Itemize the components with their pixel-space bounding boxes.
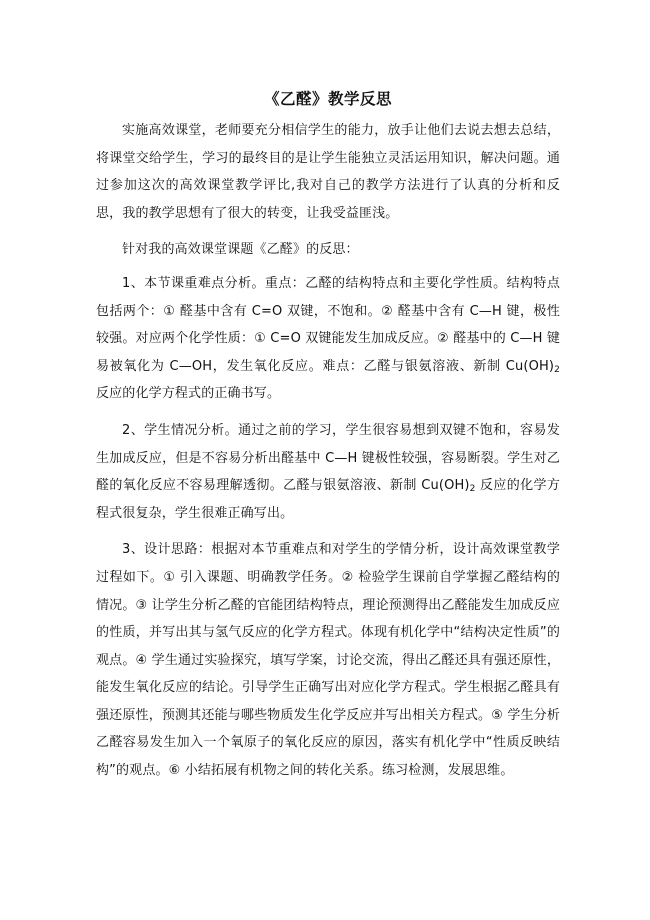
document-body xyxy=(96,88,560,794)
paragraph-intro xyxy=(96,117,560,227)
subscript: 2 xyxy=(554,364,560,375)
subscript: 2 xyxy=(469,484,476,495)
page-title: 《乙醛》教学反思 xyxy=(263,90,392,108)
paragraph-lead xyxy=(96,236,560,264)
paragraph-text: 实施高效课堂，老师要充分相信学生的能力，放手让他们去说去想去总结，将课堂交给学生，学习的最终目的是让学生能独立灵活运用知识，解决问题。通过参加这次的高效课堂教学评比,我对自己的教学方法进行了认真的分析和反思，我的教学思想有了很大的转变，让我受益匪浅。 xyxy=(96,123,560,221)
paragraph-section-2 xyxy=(96,417,560,527)
paragraph-text: 1、本节课重难点分析。重点：乙醛的结构特点和主要化学性质。结构特点包括两个：① 醛基中含有 C=O 双键，不饱和。② 醛基中含有 C—H 键，极性较强。对应两个化学性质：① C=O 双键能发生加成反应。② 醛基中的 C—H 键易被氧化为 C—OH，发生氧化反应。难点：乙醛与银氨溶液、新制 Cu(OH) xyxy=(96,275,560,374)
paragraph-text: 3、设计思路：根据对本节重难点和对学生的学情分析，设计高效课堂教学过程如下。① 引入课题、明确教学任务。② 检验学生课前自学掌握乙醛结构的情况。③ 让学生分析乙醛的官能团结构特点，理论预测得出乙醛能发生加成反应的性质，并写出其与氢气反应的化学方程式。体现有机化学中“结构决定性质”的观点。④ 学生通过实验探究，填写学案，讨论交流，得出乙醛还具有强还原性，能发生氧化反应的结论。引导学生正确写出对应化学方程式。学生根据乙醛具有强还原性，预测其还能与哪些物质发生化学反应并写出相关方程式。⑤ 学生分析乙醛容易发生加入一个氧原子的氧化反应的原因，落实有机化学中“性质反映结构”的观点。⑥ 小结拓展有机物之间的转化关系。练习检测，发展思维。 xyxy=(96,542,560,779)
paragraph-text: 反应的化学方程式的正确书写。 xyxy=(96,386,281,402)
paragraph-text: 2、学生情况分析。通过之前的学习，学生很容易想到双键不饱和，容易发生加成反应，但是不容易分析出醛基中 C—H 键极性较强，容易断裂。学生对乙醛的氧化反应不容易理解透彻。乙醛与银氨溶液、新制 Cu(OH) xyxy=(96,422,560,494)
paragraph-text: 反应的化学方程式很复杂，学生很难正确写出。 xyxy=(96,478,560,521)
paragraph-section-1 xyxy=(96,270,560,408)
paragraph-section-3 xyxy=(96,536,560,784)
paragraph-text: 针对我的高效课堂课题《乙醛》的反思： xyxy=(122,242,359,258)
